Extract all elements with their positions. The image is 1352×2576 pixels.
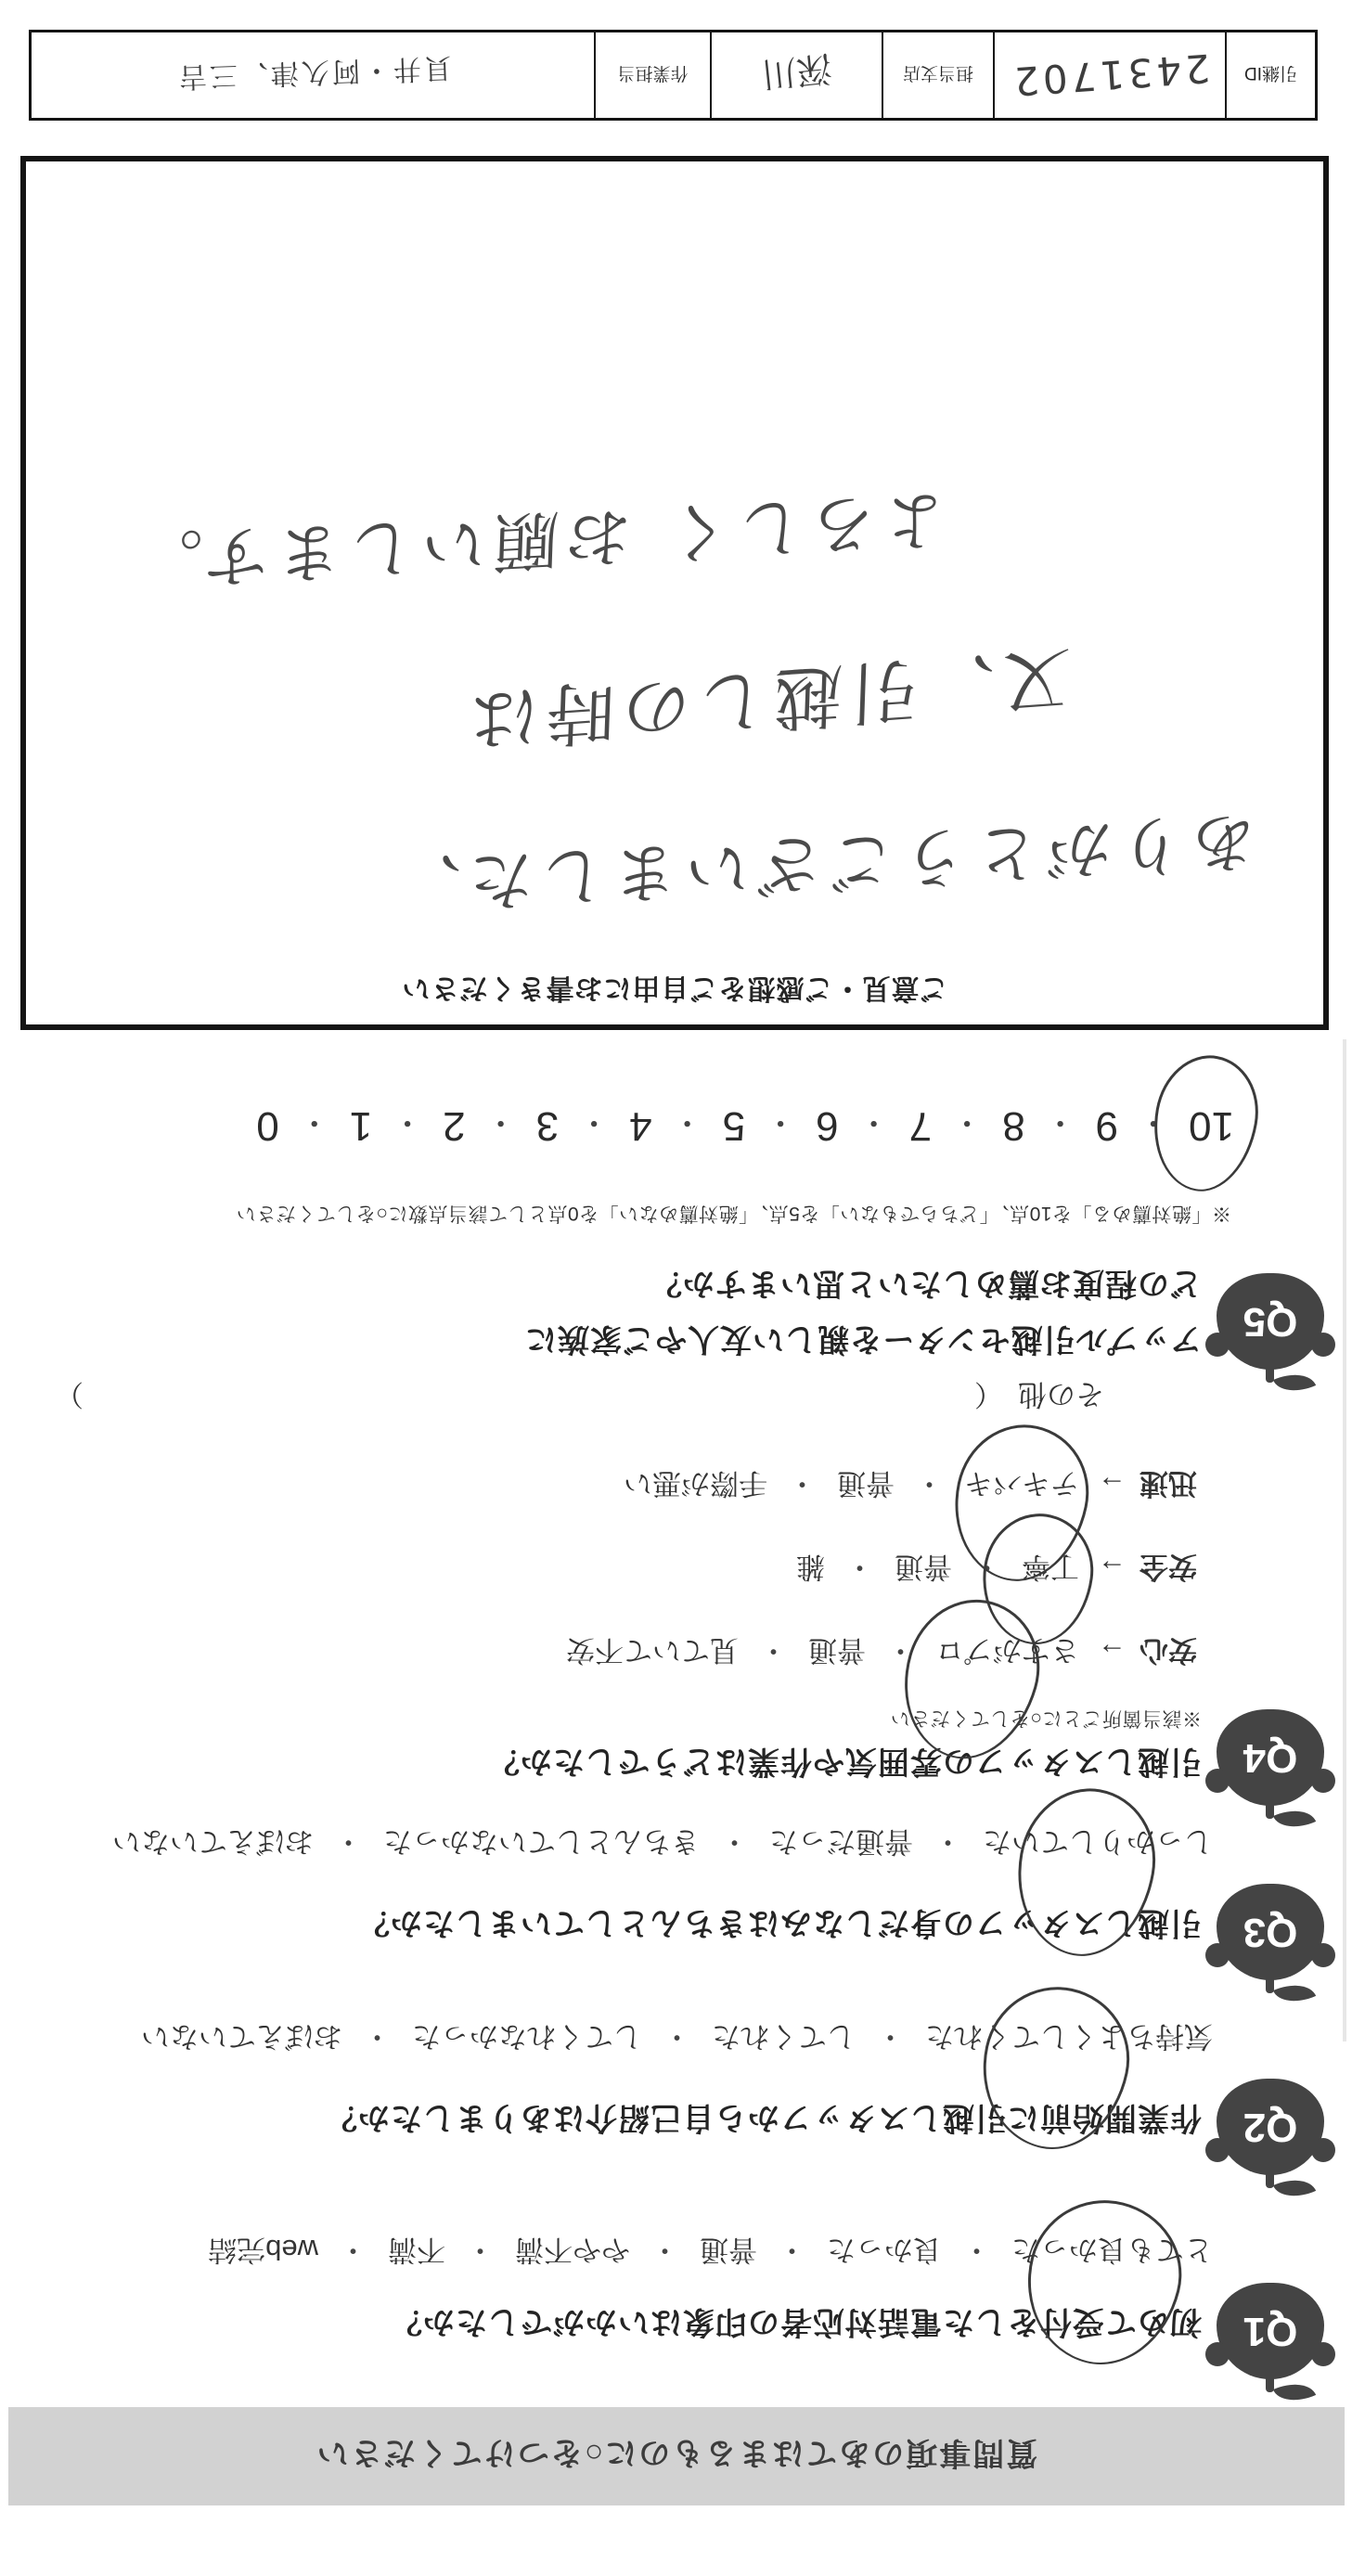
option-item[interactable] (566, 1632, 739, 1674)
separator-dot: ・ (578, 1104, 611, 1140)
option-label: してくれた (712, 2020, 856, 2053)
option-item[interactable] (935, 1632, 1079, 1674)
leaf-icon (1273, 2375, 1316, 2410)
q4-row-anshin (566, 1632, 1197, 1674)
table-value-crew (34, 32, 596, 118)
option-label: 見ていて不安 (566, 1634, 739, 1667)
footer-table (29, 30, 1318, 121)
leaf-icon (1273, 2170, 1316, 2206)
option-item[interactable] (112, 1823, 314, 1865)
option-item[interactable] (141, 2018, 342, 2060)
option-item[interactable] (700, 2232, 757, 2273)
scanner-edge-artifact (1343, 1039, 1346, 2041)
option-item[interactable] (208, 2232, 318, 2273)
q1-options (208, 2232, 1213, 2273)
option-label: してくれなかった (412, 2020, 642, 2053)
instruction-banner-text: 質問事項のあてはまるものに○をつけてください (315, 2435, 1038, 2471)
q4-row-anzen (796, 1549, 1197, 1591)
selection-circle (1010, 2184, 1197, 2380)
scale-number-label: 4 (629, 1103, 652, 1149)
separator-dot: ・ (484, 1104, 517, 1140)
option-item[interactable] (712, 2018, 856, 2060)
option-item[interactable] (808, 1632, 866, 1674)
table-label-crew: 作業担当 (596, 32, 712, 118)
separator-dot: ・ (1138, 1104, 1170, 1140)
badge-ear-icon (1205, 1333, 1230, 1357)
separator-dot: ・ (778, 2234, 806, 2266)
option-label: とても良かった (1011, 2234, 1213, 2266)
handwritten-id: 2431702 (1009, 45, 1211, 105)
scale-number[interactable] (1189, 1102, 1234, 1149)
badge-ear-icon (1311, 1333, 1335, 1357)
badge-ear-icon (1311, 2342, 1335, 2366)
rating-scale (256, 1102, 1234, 1149)
option-item[interactable] (624, 1465, 767, 1507)
separator-dot: ・ (845, 1551, 874, 1583)
separator-dot: ・ (765, 1104, 797, 1140)
separator-dot: ・ (788, 1467, 817, 1500)
q2-badge (1217, 2079, 1324, 2175)
option-label: テキパキ (964, 1467, 1079, 1500)
scale-number-label: 6 (816, 1103, 839, 1149)
badge-ear-icon (1205, 1943, 1230, 1967)
separator-dot: ・ (857, 1104, 890, 1140)
option-label: おぼえていない (141, 2020, 342, 2053)
option-item[interactable] (925, 2018, 1213, 2060)
q1-badge (1217, 2283, 1324, 2379)
q5-badge (1217, 1273, 1324, 1370)
scale-number[interactable] (350, 1102, 372, 1149)
comment-box-title: ご意見・ご感想をご自由にお書きください (401, 972, 948, 1003)
table-value-branch (712, 32, 883, 118)
handwriting-line: よろしく お願いします。 (128, 480, 950, 600)
option-item[interactable] (515, 2232, 630, 2273)
q2-options (141, 2018, 1213, 2060)
option-label: おぼえていない (112, 1825, 314, 1858)
q4-note: ※該当箇所ごとに○をしてください (890, 1707, 1202, 1729)
close-paren: ） (55, 1378, 84, 1410)
scale-number-label: 9 (1095, 1103, 1119, 1149)
separator-dot: ・ (962, 2234, 991, 2266)
option-label: 普通だった (769, 1825, 913, 1858)
q3-badge-label: Q3 (1243, 1910, 1298, 1955)
separator-dot: ・ (339, 2234, 367, 2266)
row-label: 迅速 (1140, 1467, 1197, 1500)
scale-number-label: 10 (1189, 1103, 1234, 1149)
option-item[interactable] (895, 1549, 952, 1591)
separator-dot: ・ (720, 1825, 749, 1858)
leaf-icon (1273, 1801, 1316, 1836)
scale-number[interactable] (1002, 1102, 1024, 1149)
option-label: 普通 (808, 1634, 866, 1667)
scale-number-label: 3 (535, 1103, 560, 1149)
option-item[interactable] (827, 2232, 942, 2273)
q2-badge-label: Q2 (1243, 2105, 1298, 2150)
q2-question-text: 作業開始前に引越しスタッフから自己紹介はありましたか？ (325, 2100, 1202, 2135)
option-label: 普通 (700, 2234, 757, 2266)
separator-dot: ・ (298, 1104, 330, 1140)
separator-dot: ・ (663, 2020, 691, 2053)
separator-dot: ・ (972, 1551, 1001, 1583)
option-item[interactable] (983, 1823, 1213, 1865)
q3-options (112, 1823, 1213, 1865)
separator-dot: ・ (392, 1104, 424, 1140)
option-label: 良かった (827, 2234, 942, 2266)
q5-badge-label: Q5 (1243, 1299, 1298, 1345)
option-label: しっかりしていた (983, 1825, 1213, 1858)
scale-number-label: 7 (908, 1103, 933, 1149)
scale-number-label: 2 (443, 1103, 466, 1149)
separator-dot: ・ (650, 2234, 679, 2266)
other-label: その他 (1018, 1378, 1104, 1410)
q5-note: ※「絶対薦める」を10点、「どちらでもない」を5点、「絶対薦めない」を0点として該当点数に○をしてください (236, 1203, 1231, 1224)
option-item[interactable] (388, 2232, 445, 2273)
separator-dot: ・ (1044, 1104, 1076, 1140)
q1-question-text: 初めて受付をした電話対応者の印象はいかがでしたか？ (390, 2304, 1202, 2339)
option-label: 雑 (796, 1551, 825, 1583)
q4-badge-label: Q4 (1243, 1735, 1298, 1781)
scale-number[interactable] (723, 1102, 745, 1149)
separator-dot: ・ (363, 2020, 392, 2053)
handwriting-line: 又、引越しの時は (461, 637, 1072, 761)
q3-badge (1217, 1884, 1324, 1980)
row-label: 安心 (1140, 1634, 1197, 1667)
option-item[interactable] (383, 1823, 700, 1865)
open-paren: （ (974, 1378, 1003, 1410)
q4-row-jinsoku (624, 1465, 1197, 1507)
q4-badge (1217, 1709, 1324, 1806)
arrow-right: → (1098, 1553, 1127, 1587)
scale-number-label: 0 (256, 1103, 279, 1149)
option-label: きちんとしていなかった (383, 1825, 700, 1858)
separator-dot: ・ (886, 1634, 915, 1667)
leaf-icon (1273, 1976, 1316, 2011)
q5-question-text-line2: どの程度お薦めしたいと思いますか？ (650, 1266, 1202, 1301)
option-item[interactable] (412, 2018, 642, 2060)
badge-ear-icon (1311, 1769, 1335, 1793)
scale-number[interactable] (443, 1102, 465, 1149)
instruction-banner (8, 2407, 1345, 2505)
q4-question-text: 引越しスタッフの雰囲気や作業はどうでしたか？ (487, 1744, 1202, 1779)
option-label: 手際が悪い (624, 1467, 767, 1500)
table-label-branch: 担当支店 (883, 32, 995, 118)
scale-number[interactable] (909, 1102, 932, 1149)
separator-dot: ・ (759, 1634, 788, 1667)
option-label: やや不満 (515, 2234, 630, 2266)
q1-badge-label: Q1 (1243, 2309, 1298, 2354)
scale-number[interactable] (816, 1102, 838, 1149)
separator-dot: ・ (951, 1104, 984, 1140)
option-item[interactable] (837, 1465, 895, 1507)
separator-dot: ・ (334, 1825, 363, 1858)
option-label: 普通 (837, 1467, 895, 1500)
option-item[interactable] (964, 1465, 1079, 1507)
q4-row-other (55, 1376, 1104, 1418)
badge-ear-icon (1205, 2138, 1230, 2162)
handwriting-line: ありがとうございました、 (387, 802, 1257, 924)
row-label: 安全 (1140, 1551, 1197, 1583)
badge-ear-icon (1205, 2342, 1230, 2366)
scale-number-label: 5 (722, 1103, 746, 1149)
option-item[interactable] (796, 1549, 825, 1591)
scale-number[interactable] (1096, 1102, 1118, 1149)
option-label: 気持ちよくしてくれた (925, 2020, 1213, 2053)
option-item[interactable] (1022, 1549, 1079, 1591)
option-label: 不満 (388, 2234, 445, 2266)
scale-number[interactable] (536, 1102, 559, 1149)
scale-number[interactable] (629, 1102, 651, 1149)
handwritten-branch: 深川 (759, 47, 834, 97)
arrow-right: → (1098, 1470, 1127, 1503)
arrow-right: → (1098, 1637, 1127, 1670)
handwritten-crew-names: 貝井・阿久津、三吉 (175, 50, 453, 94)
q3-question-text: 引越しスタッフの身だしなみはきちんとしていましたか？ (357, 1905, 1202, 1940)
separator-dot: ・ (466, 2234, 495, 2266)
scale-number-label: 8 (1002, 1103, 1025, 1149)
table-value-hikitsugi-id (995, 32, 1227, 118)
separator-dot: ・ (934, 1825, 962, 1858)
scale-number[interactable] (256, 1102, 278, 1149)
q5-question-text-line1: アップル引越センターを親しい友人やご家族に (524, 1321, 1202, 1357)
option-label: さすがプロ (935, 1634, 1079, 1667)
option-label: 普通 (895, 1551, 952, 1583)
leaf-icon (1273, 1365, 1316, 1400)
separator-dot: ・ (915, 1467, 944, 1500)
option-item[interactable] (769, 1823, 913, 1865)
option-label: web完結 (208, 2234, 318, 2266)
scale-number-label: 1 (349, 1103, 373, 1149)
separator-dot: ・ (876, 2020, 905, 2053)
badge-ear-icon (1311, 1943, 1335, 1967)
separator-dot: ・ (671, 1104, 703, 1140)
table-label-hikitsugi-id: 引継ID (1244, 63, 1298, 84)
option-label: 丁寧 (1022, 1551, 1079, 1583)
option-item[interactable] (1011, 2232, 1213, 2273)
comment-box (20, 156, 1329, 1030)
badge-ear-icon (1205, 1769, 1230, 1793)
badge-ear-icon (1311, 2138, 1335, 2162)
